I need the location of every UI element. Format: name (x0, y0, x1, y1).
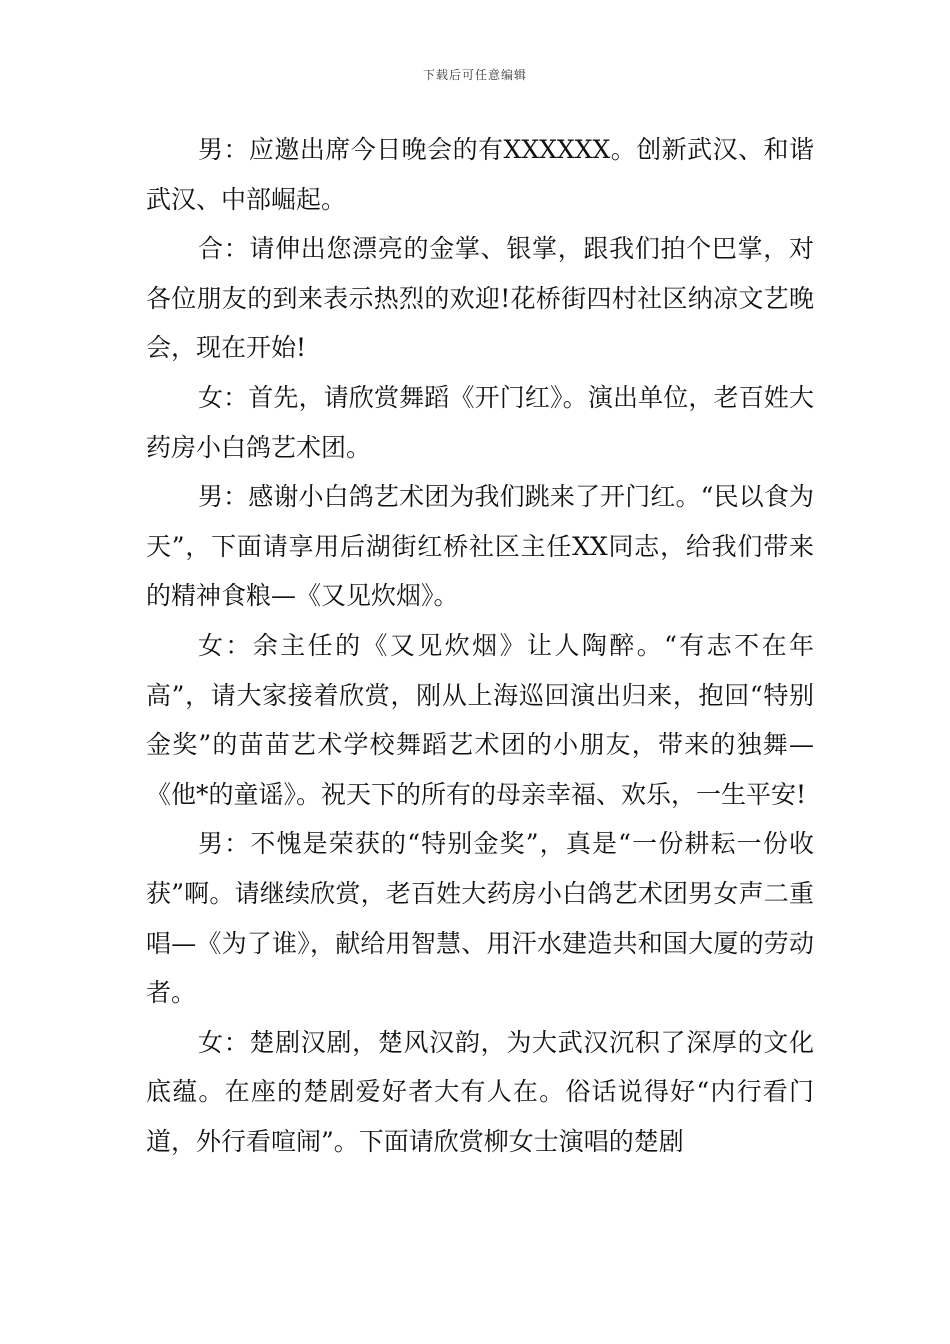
paragraph-7: 女：楚剧汉剧，楚风汉韵，为大武汉沉积了深厚的文化底蕴。在座的楚剧爱好者大有人在。俗话说得好“内行看门道，外行看喧闹”。下面请欣赏柳女士演唱的楚剧 (146, 1027, 814, 1156)
paragraph-5: 女：余主任的《又见炊烟》让人陶醉。“有志不在年高”，请大家接着欣赏，刚从上海巡回演出归来，抱回“特别金奖”的苗苗艺术学校舞蹈艺术团的小朋友，带来的独舞—《他*的童谣》。祝天下的所有的母亲幸福、欢乐，一生平安! (146, 630, 814, 809)
document-body (146, 125, 814, 1166)
paragraph-3: 女：首先，请欣赏舞蹈《开门红》。演出单位，老百姓大药房小白鸽艺术团。 (146, 382, 814, 462)
paragraph-1: 男：应邀出席今日晚会的有XXXXXX。创新武汉、和谐武汉、中部崛起。 (146, 135, 814, 214)
paragraph-6: 男：不愧是荣获的“特别金奖”，真是“一份耕耘一份收获”啊。请继续欣赏，老百姓大药房小白鸽艺术团男女声二重唱—《为了谁》，献给用智慧、用汗水建造共和国大厦的劳动者。 (146, 829, 814, 1008)
paragraph-2: 合：请伸出您漂亮的金掌、银掌，跟我们拍个巴掌，对各位朋友的到来表示热烈的欢迎!花桥街四村社区纳凉文艺晚会，现在开始! (146, 234, 814, 363)
header-note: 下载后可任意编辑 (422, 68, 527, 82)
paragraph-4: 男：感谢小白鸽艺术团为我们跳来了开门红。“民以食为天”，下面请享用后湖街红桥社区主任XX同志，给我们带来的精神食粮—《又见炊烟》。 (146, 482, 814, 611)
